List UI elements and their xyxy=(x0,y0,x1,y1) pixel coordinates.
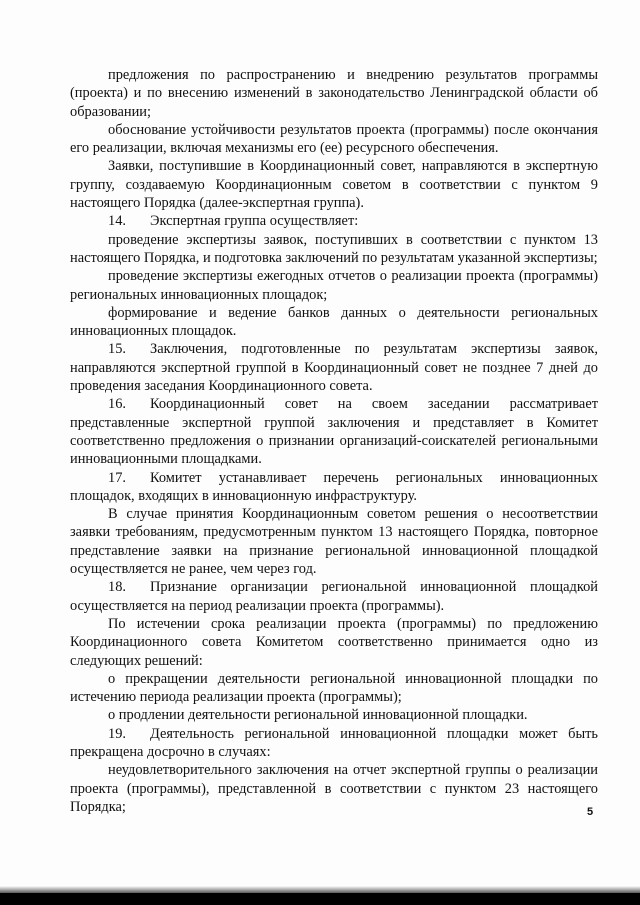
paragraph-text: Комитет устанавливает перечень региональных инновационных площадок, входящих в инновационную инфраструктуру. xyxy=(70,469,598,504)
paragraph-text: Заключения, подготовленные по результатам экспертизы заявок, направляются экспертной группой в Координационный совет не позднее 7 дней до проведения заседания Координационного совета. xyxy=(70,341,598,395)
paragraph xyxy=(70,267,598,304)
paragraph-text: Экспертная группа осуществляет: xyxy=(150,213,359,230)
paragraph xyxy=(70,706,598,724)
paragraph xyxy=(70,761,598,816)
paragraph-text: о продлении деятельности региональной инновационной площадки. xyxy=(108,707,528,724)
paragraph-text: предложения по распространению и внедрению результатов программы (проекта) и по внесению изменений в законодательство Ленинградской области об образовании; xyxy=(70,67,598,120)
paragraph-text: проведение экспертизы заявок, поступивших в соответствии с пунктом 13 настоящего Порядка, и подготовка заключений по результатам указанной экспертизы; xyxy=(70,231,598,266)
paragraph-number: 15. xyxy=(108,341,126,358)
paragraph-text: Деятельность региональной инновационной площадки может быть прекращена досрочно в случаях: xyxy=(70,725,598,760)
paragraph-text: обоснование устойчивости результатов проекта (программы) после окончания его реализации, включая механизмы его (ее) ресурсного обеспечения. xyxy=(70,121,598,157)
paragraph xyxy=(70,157,598,212)
document-body xyxy=(70,66,598,816)
paragraph-number: 18. xyxy=(108,579,126,596)
paragraph-text: формирование и ведение банков данных о деятельности региональных инновационных площадок. xyxy=(70,304,598,340)
paragraph-text: В случае принятия Координационным советом решения о несоответствии заявки требованиям, предусмотренным пунктом 13 настоящего Порядка, повторное представление заявки на признание региональной инновационной площадкой осуществляется не ранее, чем через год. xyxy=(70,506,598,578)
scan-shadow xyxy=(0,886,640,893)
numbered-paragraph xyxy=(70,725,598,762)
numbered-paragraph xyxy=(70,395,598,468)
paragraph xyxy=(70,505,598,578)
paragraph-text: Признание организации региональной инновационной площадкой осуществляется на период реализации проекта (программы). xyxy=(70,579,598,614)
numbered-paragraph xyxy=(70,212,598,230)
paragraph xyxy=(70,615,598,670)
paragraph xyxy=(70,231,598,268)
paragraph xyxy=(70,66,598,121)
paragraph xyxy=(70,670,598,707)
numbered-paragraph xyxy=(70,578,598,615)
paragraph-text: Заявки, поступившие в Координационный совет, направляются в экспертную группу, создаваемую Координационным советом в соответствии с пунктом 9 настоящего Порядка (далее-экспертная группа). xyxy=(70,158,598,212)
page-number: 5 xyxy=(587,806,594,818)
paragraph-number: 16. xyxy=(108,396,126,413)
scan-edge xyxy=(0,893,640,905)
paragraph-number: 14. xyxy=(108,213,126,230)
paragraph-text: Координационный совет на своем заседании рассматривает представленные экспертной группой заключения и представляет в Комитет соответственно предложения о признании организаций-соискателей региональными инновационными площадками. xyxy=(70,396,598,468)
paragraph-text: о прекращении деятельности региональной инновационной площадки по истечению периода реализации проекта (программы); xyxy=(70,670,598,706)
paragraph-text: По истечении срока реализации проекта (программы) по предложению Координационного совета Комитетом соответственно принимается одно из следующих решений: xyxy=(70,615,598,669)
paragraph-text: неудовлетворительного заключения на отчет экспертной группы о реализации проекта (программы), представленной в соответствии с пунктом 23 настоящего Порядка; xyxy=(70,762,598,815)
paragraph xyxy=(70,121,598,158)
paragraph-text: проведение экспертизы ежегодных отчетов о реализации проекта (программы) региональных инновационных площадок; xyxy=(70,268,598,303)
paragraph xyxy=(70,304,598,341)
numbered-paragraph xyxy=(70,340,598,395)
paragraph-number: 19. xyxy=(108,725,126,742)
numbered-paragraph xyxy=(70,469,598,506)
paragraph-number: 17. xyxy=(108,469,126,486)
